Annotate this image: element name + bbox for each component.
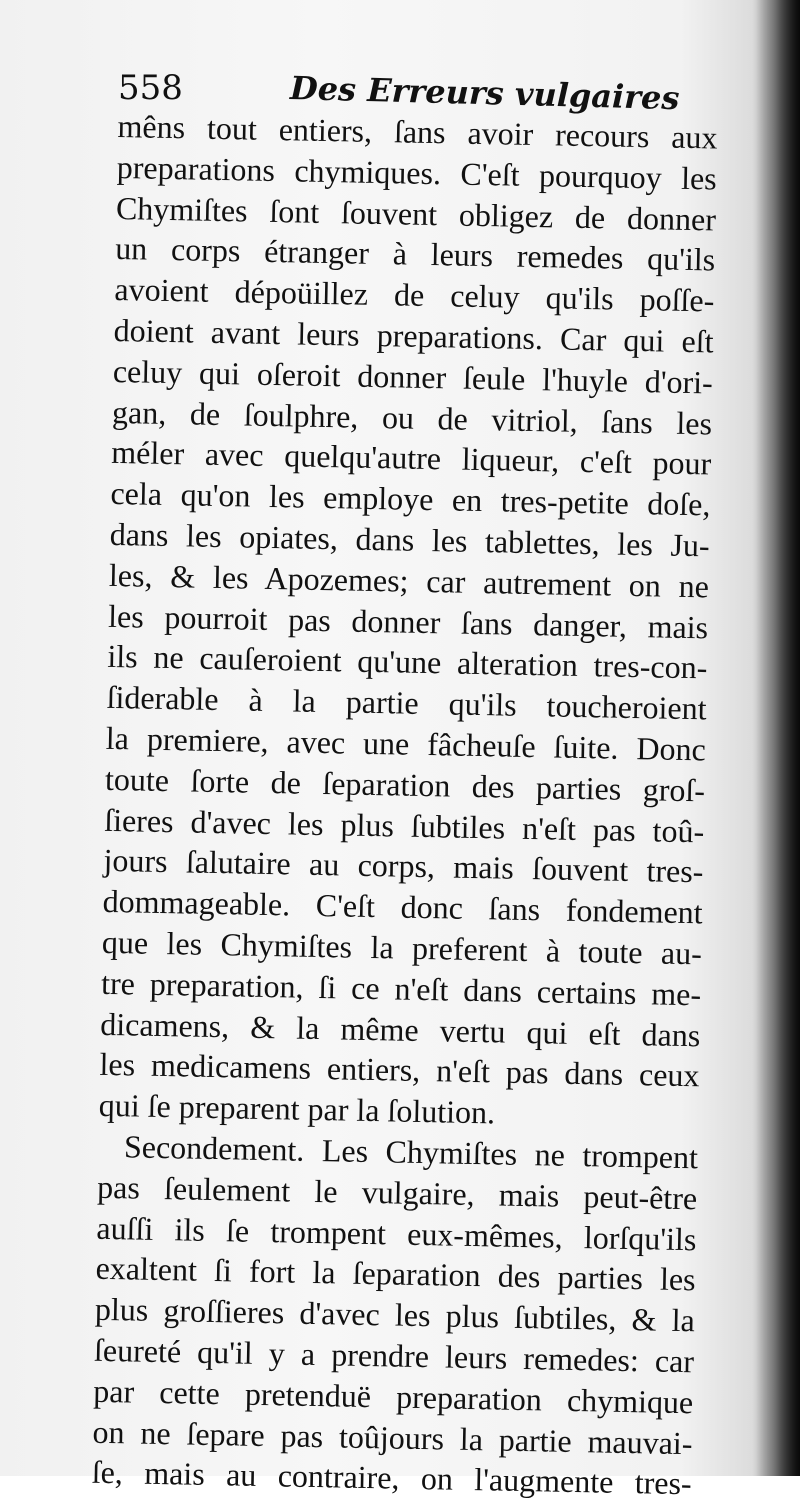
text-line: par cette pretenduë preparation chymique	[92, 1372, 694, 1420]
text-line: cela qu'on les employe en tres-petite doſe,	[110, 475, 711, 523]
text-line: exaltent ſi fort la ſeparation des parties les	[95, 1250, 696, 1298]
text-line: méler avec quelqu'autre liqueur, c'eſt pour	[111, 434, 712, 482]
running-title: Des Erreurs vulgaires	[289, 69, 680, 118]
page-number: 558	[118, 68, 183, 108]
text-line: plus groſſieres d'avec les plus ſubtiles, & la	[94, 1290, 696, 1339]
text-line: ſieres d'avec les plus ſubtiles n'eſt pas toû-	[103, 801, 705, 849]
text-line: un corps étranger à leurs remedes qu'ils	[114, 230, 716, 278]
text-line: ſeureté qu'il y a prendre leurs remedes: car	[93, 1331, 695, 1380]
text-line: dicamens, & la même vertu qui eſt dans	[100, 1005, 701, 1053]
paragraph-start-line: Secondement. Les Chymiſtes ne trompent	[123, 1128, 699, 1176]
text-line: dans les opiates, dans les tablettes, les Ju-	[109, 515, 711, 564]
text-line: ils ne cauſeroient qu'une alteration tres-con-	[107, 638, 708, 686]
text-line: les medicamens entiers, n'eſt pas dans ceux	[99, 1046, 700, 1094]
page-gutter-shadow	[756, 0, 800, 1476]
text-line: pas ſeulement le vulgaire, mais peut-être	[96, 1168, 698, 1217]
page-header	[118, 68, 680, 118]
text-line: mêns tout entiers, ſans avoir recours aux	[117, 107, 718, 156]
text-line: les, & les Apozemes; car autrement on ne	[108, 556, 710, 605]
text-line: la premiere, avec une fâcheuſe ſuite. Donc	[105, 719, 707, 768]
text-line: preparations chymiques. C'eſt pourquoy les	[116, 148, 718, 197]
text-line: gan, de ſoulphre, ou de vitriol, ſans les	[111, 393, 713, 442]
paragraph-end-line: qui ſe preparent par la ſolution.	[98, 1086, 496, 1131]
text-line: Chymiſtes ſont ſouvent obligez de donner	[115, 189, 717, 238]
text-line: auſſi ils ſe trompent eux-mêmes, lorſqu'ils	[96, 1209, 697, 1257]
text-line: ſe, mais au contraire, on l'augmente tres-	[91, 1454, 693, 1502]
text-line: toute ſorte de ſeparation des parties groſ-	[104, 760, 706, 809]
text-line: que les Chymiſtes la preferent à toute au-	[101, 923, 703, 972]
text-line: on ne ſepare pas toûjours la partie mauvai-	[92, 1413, 693, 1461]
text-line: ſiderable à la partie qu'ils toucheroient	[106, 679, 707, 727]
text-line: doient avant leurs preparations. Car qui eſt	[113, 311, 714, 360]
text-line: avoient dépoüillez de celuy qu'ils poſſe-	[114, 271, 715, 319]
text-line: jours ſalutaire au corps, mais ſouvent tres-	[103, 842, 704, 890]
text-line: dommageable. C'eſt donc ſans fondement	[102, 882, 703, 931]
text-line: les pourroit pas donner ſans danger, mais	[107, 597, 709, 645]
text-line: tre preparation, ſi ce n'eſt dans certains me-	[100, 964, 702, 1013]
text-line: celuy qui oſeroit donner ſeule l'huyle d'ori-	[112, 352, 714, 401]
body-text	[91, 106, 718, 1504]
